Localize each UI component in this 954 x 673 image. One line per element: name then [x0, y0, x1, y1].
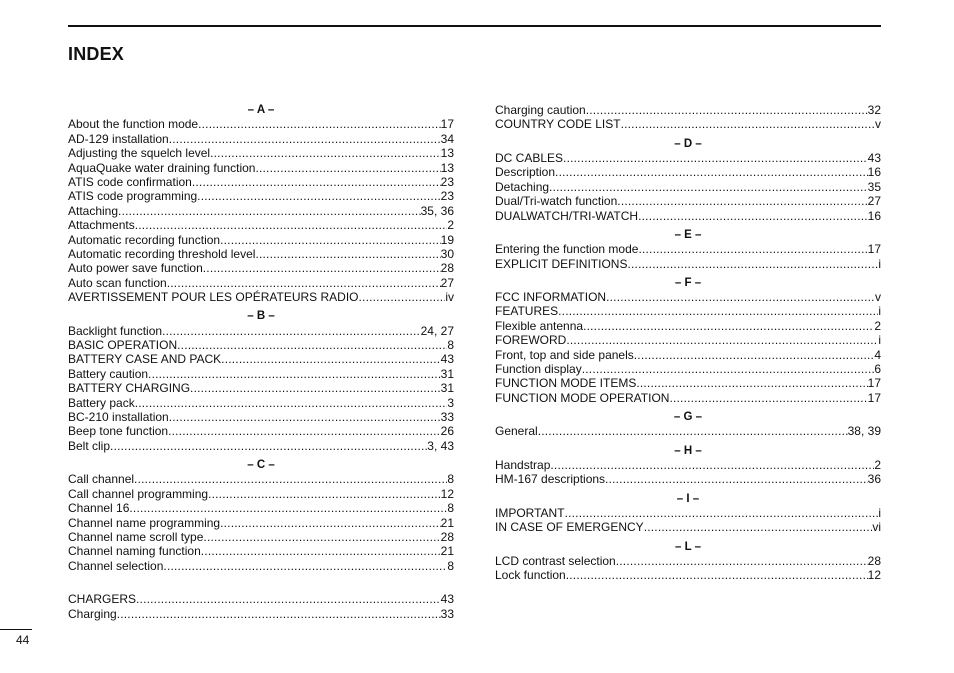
index-page-ref: 2: [874, 318, 881, 333]
page-title: INDEX: [68, 44, 125, 64]
dot-leader: [220, 233, 441, 247]
index-term: ATIS code programming: [68, 189, 198, 204]
index-entry: [495, 520, 881, 534]
index-term: Backlight function: [68, 323, 163, 338]
index-column-right: [495, 103, 881, 583]
index-term: FOREWORD: [495, 333, 567, 348]
index-term: Charging: [68, 606, 117, 621]
index-term: Auto scan function: [68, 275, 167, 290]
index-entry: [495, 333, 881, 347]
index-term: CHARGERS: [68, 592, 137, 607]
dot-leader: [148, 367, 441, 381]
index-entry: [68, 324, 454, 338]
index-term: Lock function: [495, 568, 566, 583]
index-entry: [495, 568, 881, 582]
index-column-left: [68, 103, 454, 621]
dot-leader: [135, 218, 448, 232]
dot-leader: [168, 424, 441, 438]
index-term: AVERTISSEMENT POUR LES OPÉRATEURS RADIO: [68, 290, 359, 305]
dot-leader: [134, 472, 447, 486]
dot-leader: [634, 348, 875, 362]
index-term: EXPLICIT DEFINITIONS: [495, 256, 628, 271]
index-entry: [68, 117, 454, 131]
index-entry: [495, 376, 881, 390]
section-letter-heading: – G –: [673, 411, 703, 423]
index-term: About the function mode: [68, 117, 199, 132]
index-term: IN CASE OF EMERGENCY: [495, 520, 644, 535]
index-page-ref: 36: [867, 472, 881, 487]
index-page-ref: 35: [867, 179, 881, 194]
page-number: 44: [16, 633, 30, 647]
index-term: Channel selection: [68, 558, 164, 573]
index-entry: [68, 175, 454, 189]
index-entry: [495, 165, 881, 179]
dot-leader: [163, 559, 447, 573]
dot-leader: [169, 410, 441, 424]
index-entry: [68, 530, 454, 544]
index-page-ref: i: [878, 256, 881, 271]
index-entry: [495, 424, 881, 438]
index-entry: [68, 487, 454, 501]
dot-leader: [192, 175, 441, 189]
index-page-ref: 16: [867, 208, 881, 223]
index-page-ref: 21: [440, 515, 454, 530]
index-entry: [495, 304, 881, 318]
dot-leader: [197, 189, 440, 203]
index-section: [495, 492, 881, 535]
index-page-ref: 28: [867, 553, 881, 568]
index-page-ref: 6: [874, 362, 881, 377]
index-section: [68, 573, 454, 621]
index-page-ref: 17: [440, 117, 454, 132]
dot-leader: [198, 117, 441, 131]
dot-leader: [586, 103, 868, 117]
index-section: [495, 410, 881, 439]
index-entry: [495, 319, 881, 333]
dot-leader: [117, 607, 441, 621]
index-term: Flexible antenna: [495, 318, 584, 333]
dot-leader: [136, 592, 441, 606]
dot-leader: [538, 424, 848, 438]
index-section: [495, 444, 881, 487]
index-page-ref: 34: [440, 131, 454, 146]
section-letter-heading: – A –: [247, 104, 275, 116]
index-entry: [68, 218, 454, 232]
index-entry: [68, 261, 454, 275]
index-page-ref: 27: [440, 275, 454, 290]
index-term: Beep tone function: [68, 424, 169, 439]
index-term: FUNCTION MODE OPERATION: [495, 390, 670, 405]
index-entry: [68, 276, 454, 290]
index-page-ref: 33: [440, 606, 454, 621]
index-page-ref: 16: [867, 165, 881, 180]
index-page-ref: 30: [440, 246, 454, 261]
index-term: Auto power save function: [68, 261, 203, 276]
dot-leader: [118, 204, 421, 218]
dot-leader: [644, 520, 873, 534]
index-term: Handstrap: [495, 457, 551, 472]
index-page-ref: 12: [440, 486, 454, 501]
index-entry: [495, 242, 881, 256]
index-entry: [495, 362, 881, 376]
index-entry: [495, 506, 881, 520]
index-page-ref: 28: [440, 261, 454, 276]
index-section: [495, 540, 881, 583]
dot-leader: [177, 338, 447, 352]
index-page-ref: 8: [447, 558, 454, 573]
index-page-ref: 43: [867, 150, 881, 165]
index-term: Entering the function mode: [495, 242, 639, 257]
index-entry: [68, 161, 454, 175]
index-entry: [495, 209, 881, 223]
index-section: [495, 137, 881, 223]
section-letter-heading: – I –: [676, 492, 700, 505]
index-page-ref: vi: [872, 520, 881, 535]
index-entry: [68, 410, 454, 424]
index-entry: [495, 257, 881, 271]
index-term: FEATURES: [495, 304, 559, 319]
index-entry: [68, 607, 454, 621]
index-term: Call channel: [68, 472, 135, 487]
index-page-ref: 23: [440, 189, 454, 204]
index-term: DC CABLES: [495, 150, 564, 165]
index-page-ref: 23: [440, 174, 454, 189]
dot-leader: [583, 319, 874, 333]
index-section: [495, 228, 881, 271]
dot-leader: [201, 544, 441, 558]
dot-leader: [167, 276, 441, 290]
dot-leader: [582, 362, 875, 376]
index-page-ref: iv: [445, 290, 454, 305]
index-entry: [68, 146, 454, 160]
index-page-ref: 35, 36: [420, 203, 454, 218]
index-entry: [68, 204, 454, 218]
index-entry: [68, 592, 454, 606]
index-term: Automatic recording threshold level: [68, 246, 256, 261]
dot-leader: [636, 376, 867, 390]
index-entry: [68, 189, 454, 203]
dot-leader: [558, 304, 878, 318]
index-page-ref: 31: [440, 366, 454, 381]
index-page-ref: i: [878, 505, 881, 520]
dot-leader: [169, 132, 441, 146]
index-section: [495, 276, 881, 406]
index-term: FCC INFORMATION: [495, 290, 607, 305]
index-page-ref: 26: [440, 424, 454, 439]
index-page-ref: 4: [874, 347, 881, 362]
dot-leader: [221, 352, 440, 366]
dot-leader: [549, 180, 868, 194]
dot-leader: [220, 516, 441, 530]
index-page-ref: 32: [867, 103, 881, 117]
index-page-ref: 31: [440, 381, 454, 396]
section-letter-heading: – C –: [247, 458, 275, 471]
dot-leader: [621, 117, 875, 131]
index-entry: [68, 516, 454, 530]
index-term: AD-129 installation: [68, 131, 169, 146]
index-page-ref: 21: [440, 544, 454, 559]
index-page-ref: 3, 43: [427, 438, 454, 453]
index-page-ref: 3: [447, 395, 454, 410]
index-entry: [495, 391, 881, 405]
dot-leader: [638, 242, 867, 256]
index-entry: [68, 367, 454, 381]
index-page-ref: 43: [440, 592, 454, 607]
index-page-ref: 2: [447, 218, 454, 233]
dot-leader: [162, 324, 421, 338]
dot-leader: [565, 506, 879, 520]
index-term: Call channel programming: [68, 486, 209, 501]
index-term: BATTERY CASE AND PACK: [68, 352, 222, 367]
index-entry: [495, 290, 881, 304]
section-letter-heading: – D –: [674, 137, 702, 150]
dot-leader: [605, 472, 868, 486]
index-entry: [68, 396, 454, 410]
index-page-ref: 38, 39: [847, 424, 881, 439]
section-letter-heading: – B –: [247, 310, 275, 323]
index-section: [495, 103, 881, 132]
dot-leader: [566, 568, 868, 582]
index-entry: [68, 290, 454, 304]
dot-leader: [129, 501, 447, 515]
dot-leader: [550, 458, 874, 472]
index-term: Battery caution: [68, 366, 149, 381]
index-entry: [68, 338, 454, 352]
index-page-ref: 13: [440, 146, 454, 161]
index-page-ref: v: [875, 290, 881, 305]
index-term: Channel 16: [68, 501, 130, 516]
dot-leader: [203, 261, 441, 275]
index-entry: [68, 544, 454, 558]
index-page-ref: 8: [447, 501, 454, 516]
dot-leader: [110, 439, 427, 453]
page-number-rule: [0, 629, 32, 630]
index-section: [68, 458, 454, 573]
index-page-ref: 2: [874, 457, 881, 472]
dot-leader: [255, 161, 440, 175]
index-term: FUNCTION MODE ITEMS: [495, 376, 637, 391]
index-term: LCD contrast selection: [495, 553, 616, 568]
index-entry: [495, 348, 881, 362]
dot-leader: [617, 194, 867, 208]
section-letter-heading: – F –: [674, 276, 702, 289]
index-term: IMPORTANT: [495, 505, 565, 520]
index-term: BASIC OPERATION: [68, 338, 178, 353]
index-entry: [495, 472, 881, 486]
dot-leader: [190, 381, 441, 395]
index-entry: [495, 194, 881, 208]
index-term: Automatic recording function: [68, 232, 221, 247]
index-term: AquaQuake water draining function: [68, 160, 256, 175]
index-term: Front, top and side panels: [495, 347, 634, 362]
index-entry: [495, 458, 881, 472]
index-entry: [68, 501, 454, 515]
index-term: Battery pack: [68, 395, 135, 410]
index-entry: [495, 554, 881, 568]
index-entry: [495, 103, 881, 117]
index-term: ATIS code confirmation: [68, 174, 192, 189]
index-term: Adjusting the squelch level: [68, 146, 211, 161]
index-page-ref: 27: [867, 194, 881, 209]
index-page-ref: 17: [867, 390, 881, 405]
index-page-ref: v: [875, 117, 881, 132]
index-page-ref: 28: [440, 529, 454, 544]
index-section: [68, 103, 454, 304]
index-entry: [495, 117, 881, 131]
index-term: Detaching: [495, 179, 550, 194]
index-entry: [68, 247, 454, 261]
index-term: HM-167 descriptions: [495, 472, 606, 487]
index-term: Channel naming function: [68, 544, 201, 559]
index-page-ref: 17: [867, 376, 881, 391]
dot-leader: [669, 391, 867, 405]
index-term: Dual/Tri-watch function: [495, 194, 618, 209]
index-entry: [68, 233, 454, 247]
index-term: Charging caution: [495, 103, 586, 117]
dot-leader: [135, 396, 448, 410]
index-entry: [68, 472, 454, 486]
index-page-ref: 12: [867, 568, 881, 583]
index-entry: [68, 424, 454, 438]
index-term: DUALWATCH/TRI-WATCH: [495, 208, 639, 223]
index-page-ref: 19: [440, 232, 454, 247]
dot-leader: [627, 257, 878, 271]
index-page-ref: 33: [440, 410, 454, 424]
index-term: BATTERY CHARGING: [68, 381, 191, 396]
dot-leader: [555, 165, 868, 179]
dot-leader: [208, 487, 441, 501]
dot-leader: [210, 146, 441, 160]
dot-leader: [359, 290, 446, 304]
index-term: Channel name programming: [68, 515, 221, 530]
index-page-ref: 43: [440, 352, 454, 367]
index-term: Description: [495, 165, 556, 180]
index-entry: [68, 381, 454, 395]
index-term: Function display: [495, 362, 582, 377]
dot-leader: [566, 333, 878, 347]
top-rule: [68, 25, 881, 27]
index-entry: [495, 151, 881, 165]
index-page-ref: 8: [447, 472, 454, 487]
index-term: Attaching: [68, 203, 119, 218]
index-page-ref: 13: [440, 160, 454, 175]
dot-leader: [203, 530, 440, 544]
index-page-ref: i: [878, 333, 881, 348]
index-term: Channel name scroll type: [68, 529, 204, 544]
index-entry: [68, 439, 454, 453]
index-page-ref: 17: [867, 242, 881, 257]
section-spacer: [68, 573, 454, 592]
dot-leader: [616, 554, 868, 568]
index-term: Belt clip: [68, 438, 111, 453]
index-page-ref: i: [878, 304, 881, 319]
dot-leader: [563, 151, 868, 165]
dot-leader: [606, 290, 875, 304]
index-entry: [68, 559, 454, 573]
dot-leader: [638, 209, 868, 223]
index-term: General: [495, 424, 538, 439]
index-term: BC-210 installation: [68, 410, 169, 424]
index-page-ref: 8: [447, 338, 454, 353]
section-letter-heading: – H –: [674, 444, 702, 457]
index-entry: [68, 132, 454, 146]
section-letter-heading: – L –: [675, 540, 701, 553]
index-entry: [68, 352, 454, 366]
index-term: Attachments: [68, 218, 135, 233]
index-term: COUNTRY CODE LIST: [495, 117, 621, 132]
index-entry: [495, 180, 881, 194]
index-page-ref: 24, 27: [420, 323, 454, 338]
index-section: [68, 309, 454, 453]
section-letter-heading: – E –: [674, 228, 702, 241]
dot-leader: [255, 247, 440, 261]
